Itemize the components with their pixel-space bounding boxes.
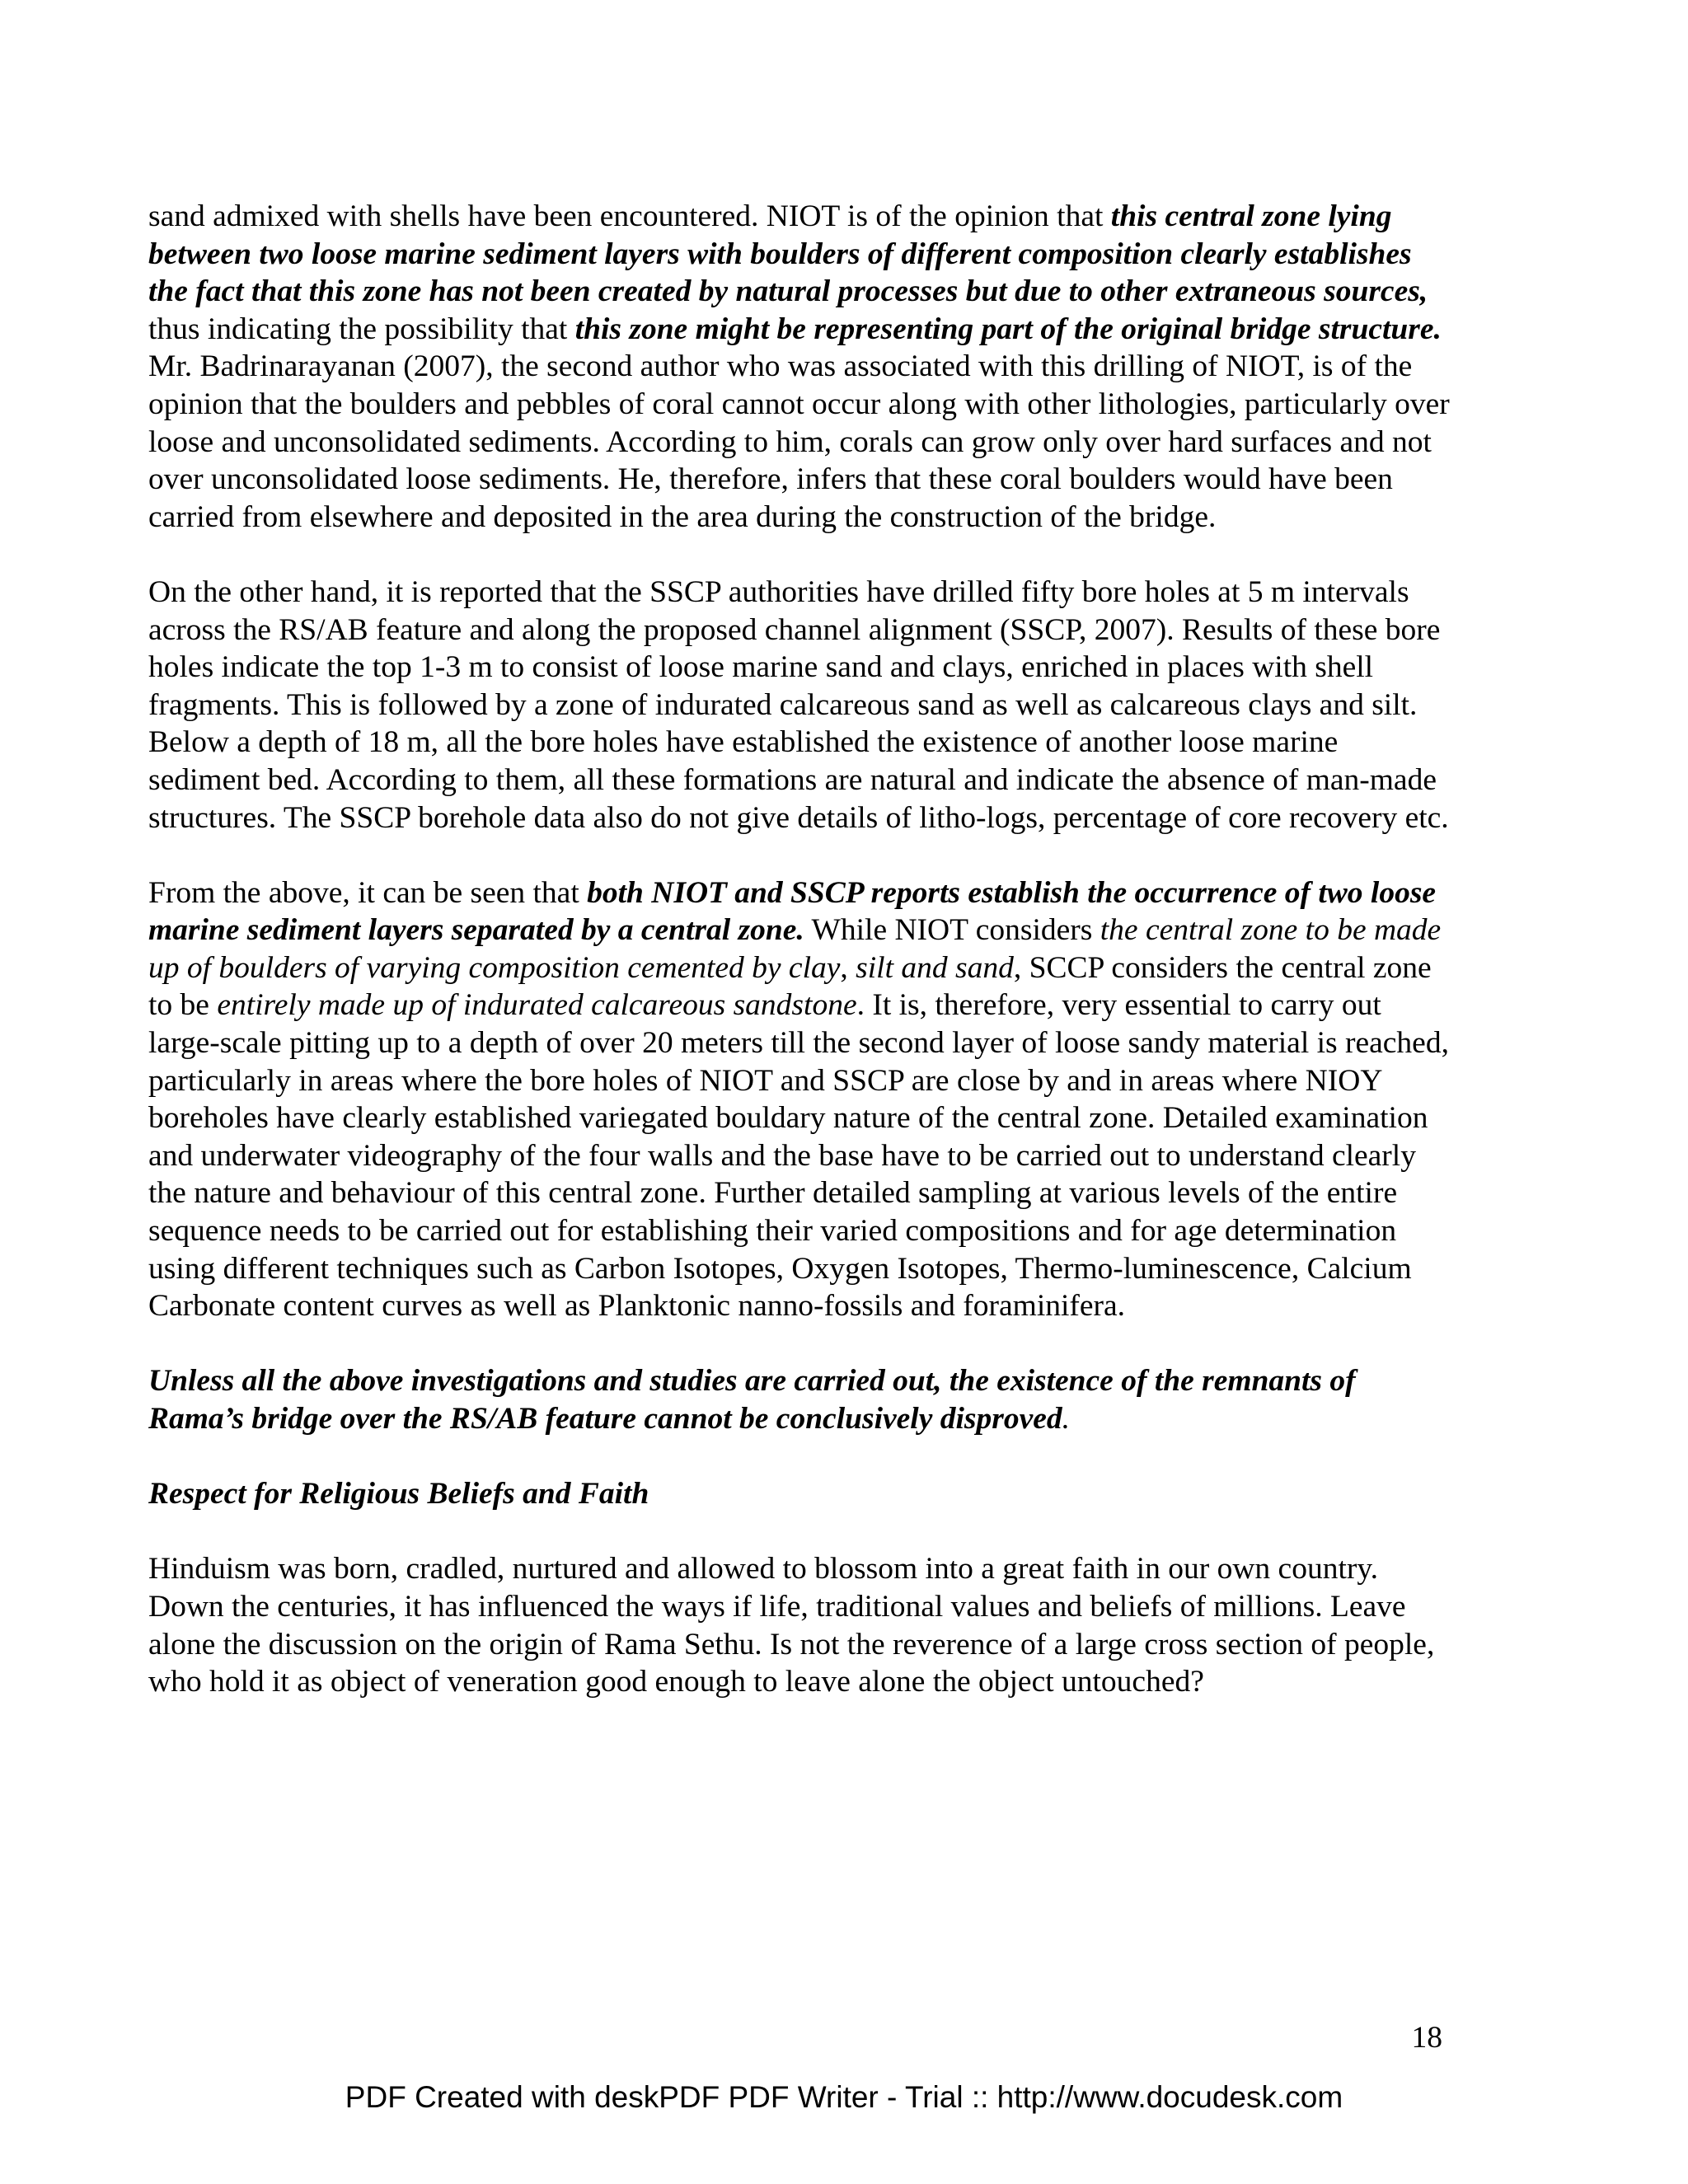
paragraph-comparison [148, 874, 1451, 1325]
text-run-italic: . [1062, 1402, 1070, 1436]
page-number: 18 [1411, 2021, 1442, 2055]
paragraph-niot-opinion [148, 198, 1451, 536]
text-run: On the other hand, it is reported that the SSCP authorities have drilled fifty bore holes at 5 m intervals across the RS/AB feature and along the proposed channel alignment (SSCP, 2007). Results of these bore holes indicate the top 1-3 m to consist of loose marine sand and clays, enriched in places with shell fragments. This is followed by a zone of indurated calcareous sand as well as calcareous clays and silt. Below a depth of 18 m, all the bore holes have established the existence of another loose marine sediment bed. According to them, all these formations are natural and indicate the absence of man-made structures. The SSCP borehole data also do not give details of litho-logs, percentage of core recovery etc. [148, 574, 1449, 835]
section-heading [148, 1475, 1451, 1513]
text-run: thus indicating the possibility that [148, 312, 575, 346]
text-run-bold-italic: Unless all the above investigations and studies are carried out, the existence of the remnants of Rama’s bridge over the RS/AB feature cannot be conclusively disproved [148, 1364, 1356, 1436]
text-run-italic: silt and sand [856, 950, 1014, 985]
text-run: , [840, 950, 856, 985]
heading-text: Respect for Religious Beliefs and Faith [148, 1477, 649, 1511]
text-run-bold-italic: this central zone lying between two loose marine sediment layers with boulders of different composition clearly establishes the fact that this zone has not been created by natural processes but due to other extraneous sources, [148, 199, 1428, 309]
text-run-italic: entirely made up of indurated calcareous sandstone [217, 988, 857, 1023]
text-run-bold-italic: this zone might be representing part of the original bridge structure. [574, 312, 1442, 346]
text-run: , SCCP considers the central zone to be [148, 950, 1432, 1023]
paragraph-conclusion [148, 1362, 1451, 1437]
text-run: sand admixed with shells have been encountered. NIOT is of the opinion that [148, 199, 1111, 233]
pdf-watermark: PDF Created with deskPDF PDF Writer - Trial :: http://www.docudesk.com [345, 2080, 1343, 2114]
text-run: . It is, therefore, very essential to carry out large-scale pitting up to a depth of over 20 meters till the second layer of loose sandy material is reached, particularly in areas where the bore holes of NIOT and SSCP are close by and in areas where NIOY boreholes have clearly established variegated bouldary nature of the central zone. Detailed examination and underwater videography of the four walls and the base have to be carried out to understand clearly the nature and behaviour of this central zone. Further detailed sampling at various levels of the entire sequence needs to be carried out for establishing their varied compositions and for age determination using different techniques such as Carbon Isotopes, Oxygen Isotopes, Thermo-luminescence, Calcium Carbonate content curves as well as Planktonic nanno-fossils and foraminifera. [148, 988, 1449, 1324]
text-run: Mr. Badrinarayanan (2007), the second author who was associated with this drilling of NIOT, is of the opinion that the boulders and pebbles of coral cannot occur along with other lithologies, particularly over loose and unconsolidated sediments. According to him, corals can grow only over hard surfaces and not over unconsolidated loose sediments. He, therefore, infers that these coral boulders would have been carried from elsewhere and deposited in the area during the construction of the bridge. [148, 349, 1450, 534]
text-run: From the above, it can be seen that [148, 875, 588, 910]
paragraph-hinduism [148, 1550, 1451, 1700]
paragraph-sscp-boreholes [148, 574, 1451, 837]
text-run-bold-italic: both NIOT and SSCP reports establish the occurrence of two loose marine sediment layers separated by a central zone. [148, 875, 1437, 948]
text-run: Hinduism was born, cradled, nurtured and allowed to blossom into a great faith in our own country. Down the centuries, it has influenced the ways if life, traditional values and beliefs of millions. Leave alone the discussion on the origin of Rama Sethu. Is not the reverence of a large cross section of people, who hold it as object of veneration good enough to leave alone the object untouched? [148, 1552, 1435, 1699]
body-text [148, 198, 1451, 1701]
text-run: While NIOT considers [804, 913, 1100, 948]
text-run-italic: the central zone to be made up of boulders of varying composition cemented by clay [148, 913, 1442, 985]
